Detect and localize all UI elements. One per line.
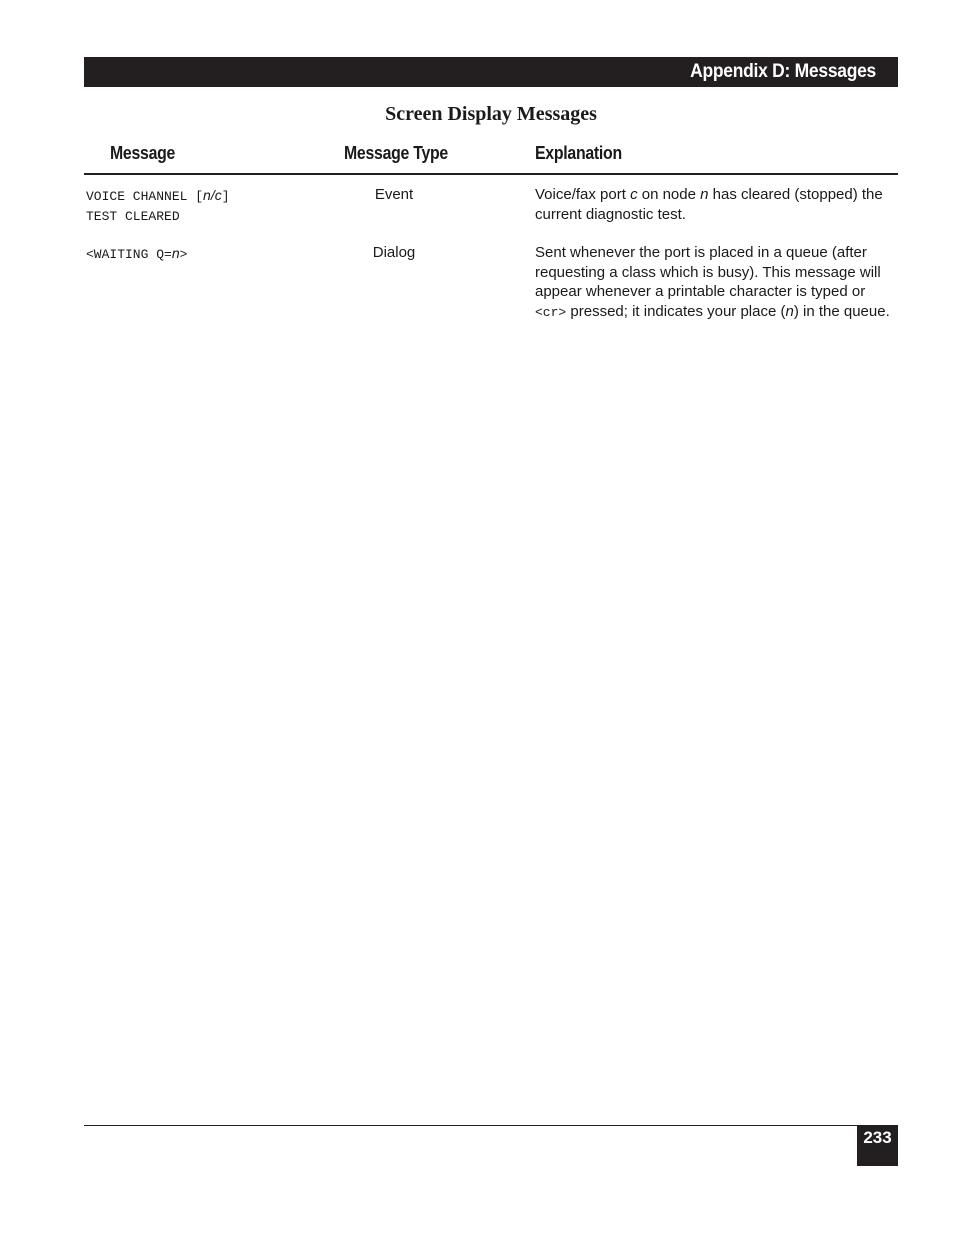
column-header-explanation: Explanation — [535, 143, 622, 163]
message-text: VOICE CHANNEL [n/c] TEST CLEARED — [86, 187, 230, 224]
section-title: Screen Display Messages — [385, 103, 597, 125]
header-bar — [84, 57, 898, 87]
page-number: 233 — [857, 1125, 898, 1166]
explanation: Sent whenever the port is placed in a queue (after requesting a class which is busy). This message will appear whenever a printable character is typed or <cr> pressed; it indicates your place (n) in the queue. — [535, 244, 890, 320]
message-type: Event — [374, 186, 414, 203]
explanation: Voice/fax port c on node n has cleared (stopped) the current diagnostic test. — [535, 186, 883, 223]
header-rule — [84, 173, 898, 175]
message-text: <WAITING Q=n> — [86, 245, 188, 262]
column-header-message: Message — [110, 143, 176, 163]
header-title: Appendix D: Messages — [690, 61, 876, 82]
column-header-message-type: Message Type — [344, 143, 448, 163]
footer-rule — [84, 1125, 898, 1126]
message-type: Dialog — [372, 244, 416, 261]
